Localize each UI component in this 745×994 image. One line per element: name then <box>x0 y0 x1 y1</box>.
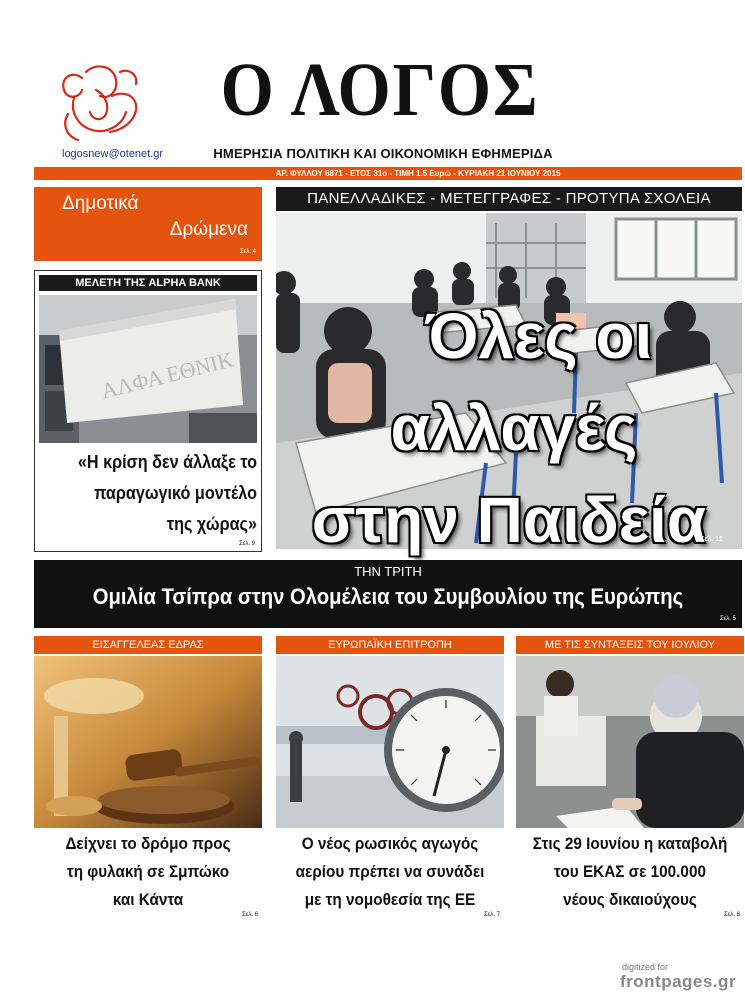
quote-line: «Η κρίση δεν άλλαξε το <box>77 452 257 472</box>
dimotika-line-1: Δημοτικά <box>62 193 139 214</box>
text-line: και Κάντα <box>112 890 184 909</box>
quote-line: της χώρας» <box>166 514 257 534</box>
story-text <box>45 830 250 914</box>
watermark-caption: digitized for <box>622 962 669 972</box>
page-ref: Σελ. 5 <box>719 616 736 622</box>
story-kicker: ΕΙΣΑΓΓΕΛΕΑΣ ΕΔΡΑΣ <box>34 636 262 654</box>
alpha-quote <box>61 447 257 540</box>
pressure-gauge-photo <box>276 656 504 828</box>
page-ref: Σελ. 9 <box>238 541 255 547</box>
gavel-photo <box>34 656 262 828</box>
text-line: Ο νέος ρωσικός αγωγός <box>301 834 479 853</box>
text-line: του ΕΚΑΣ σε 100.000 <box>554 862 706 881</box>
watermark-site[interactable]: frontpages.gr <box>620 972 737 991</box>
main-story-kicker: ΠΑΝΕΛΛΑΔΙΚΕΣ - ΜΕΤΕΓΓΡΑΦΕΣ - ΠΡΟΤΥΠΑ ΣΧΟΛΕΙΑ <box>276 187 742 211</box>
dimotika-teaser[interactable] <box>34 187 262 261</box>
issue-info-bar: ΑΡ. ΦΥΛΛΟΥ 6871 - ΕΤΟΣ 31ο - ΤΙΜΗ 1.5 Ευρώ - ΚΥΡΙΑΚΗ 21 ΙΟΥΝΙΟΥ 2015 <box>34 167 742 180</box>
headline-line-3: στην Παιδεία <box>311 484 707 556</box>
page-ref: Σελ. 4 <box>239 249 256 255</box>
ekas-story[interactable] <box>516 636 744 922</box>
headline-line-2: αλλαγές <box>390 392 638 464</box>
newspaper-title: Ο ΛΟΓΟΣ <box>220 48 540 132</box>
gas-pipeline-story[interactable] <box>276 636 504 922</box>
tsipras-story-banner[interactable] <box>34 560 742 628</box>
story-kicker: ΤΗΝ ΤΡΙΤΗ <box>354 564 422 579</box>
text-line: με τη νομοθεσία της ΕΕ <box>304 890 476 909</box>
text-line: αερίου πρέπει να συνάδει <box>295 862 485 881</box>
story-text <box>287 830 492 914</box>
text-line: τη φυλακή σε Σμπώκο <box>66 862 230 881</box>
text-line: Στις 29 Ιουνίου η καταβολή <box>532 834 728 853</box>
prosecutor-story[interactable] <box>34 636 262 922</box>
page-ref: Σελ. 6 <box>241 912 258 918</box>
main-headline[interactable] <box>276 290 742 566</box>
newspaper-logo-emblem <box>52 60 148 144</box>
story-title: Ομιλία Τσίπρα στην Ολομέλεια του Συμβουλίου της Ευρώπης <box>92 584 684 609</box>
quote-line: παραγωγικό μοντέλο <box>93 483 257 503</box>
bank-building-photo <box>39 295 257 443</box>
story-kicker: ΜΕΛΕΤΗ ΤΗΣ ALPHA BANK <box>39 275 257 291</box>
story-kicker: ΜΕ ΤΙΣ ΣΥΝΤΑΞΕΙΣ ΤΟΥ ΙΟΥΛΙΟΥ <box>516 636 744 654</box>
contact-email[interactable]: logosnew@otenet.gr <box>62 148 164 160</box>
dimotika-line-2: Δρώμενα <box>169 219 248 240</box>
text-line: νέους δικαιούχους <box>563 890 697 909</box>
headline-line-1: Όλες οι <box>425 300 653 372</box>
alpha-bank-story[interactable] <box>34 270 262 552</box>
pensioner-photo <box>516 656 744 828</box>
svg-text:ΑΛΦΑ ΕΘΝΙΚ: ΑΛΦΑ ΕΘΝΙΚ <box>98 346 237 404</box>
page-ref: Σελ. 8 <box>723 912 740 918</box>
text-line: Δείχνει το δρόμο προς <box>65 834 231 853</box>
story-kicker: ΕΥΡΩΠΑΪΚΗ ΕΠΙΤΡΟΠΗ <box>276 636 504 654</box>
page-ref: Σελ. 11 <box>700 536 723 543</box>
page-ref: Σελ. 7 <box>483 912 500 918</box>
newspaper-subtitle: ΗΜΕΡΗΣΙΑ ΠΟΛΙΤΙΚΗ ΚΑΙ ΟΙΚΟΝΟΜΙΚΗ ΕΦΗΜΕΡΙΔΑ <box>213 146 553 161</box>
story-text <box>527 830 732 914</box>
